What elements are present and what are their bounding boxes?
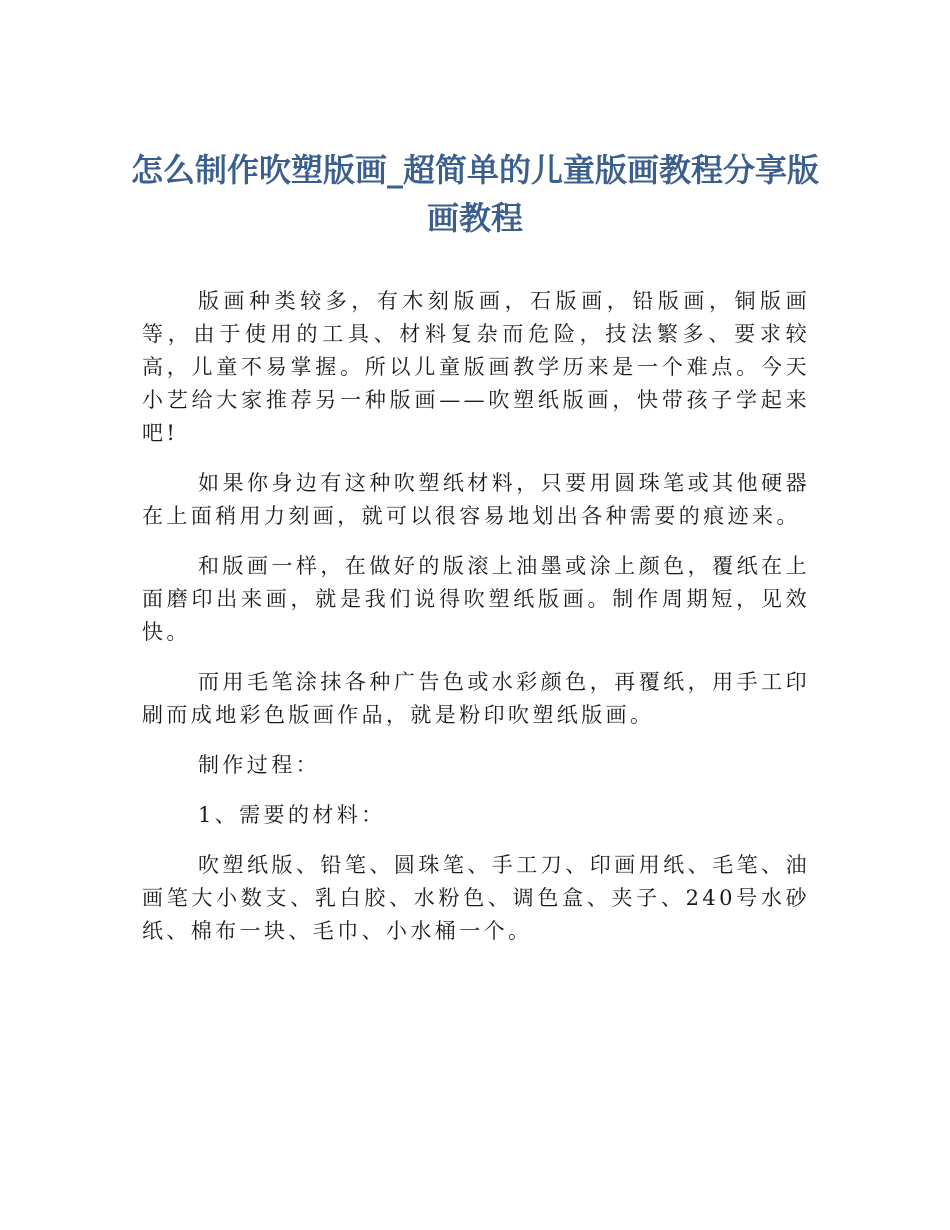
- document-body: [142, 285, 810, 965]
- paragraph-materials-heading: 1、需要的材料：: [198, 803, 386, 827]
- paragraph-process-heading: 制作过程：: [198, 753, 320, 777]
- document-title: 怎么制作吹塑版画_超简单的儿童版画教程分享版画教程: [130, 151, 819, 237]
- paragraph-intro: 版画种类较多，有木刻版画，石版画，铅版画，铜版画等，由于使用的工具、材料复杂而危险，技法繁多、要求较高，儿童不易掌握。所以儿童版画教学历来是一个难点。今天小艺给大家推荐另一种版画——吹塑纸版画，快带孩子学起来吧!: [142, 289, 810, 445]
- paragraph-printing: 和版画一样，在做好的版滚上油墨或涂上颜色，覆纸在上面磨印出来画，就是我们说得吹塑纸版画。制作周期短，见效快。: [142, 554, 810, 644]
- paragraph-materials-list: 吹塑纸版、铅笔、圆珠笔、手工刀、印画用纸、毛笔、油画笔大小数支、乳白胶、水粉色、调色盒、夹子、240号水砂纸、棉布一块、毛巾、小水桶一个。: [142, 853, 810, 943]
- paragraph-color-printing: 而用毛笔涂抹各种广告色或水彩颜色，再覆纸，用手工印刷而成地彩色版画作品，就是粉印吹塑纸版画。: [142, 670, 810, 727]
- paragraph-material: 如果你身边有这种吹塑纸材料，只要用圆珠笔或其他硬器在上面稍用力刻画，就可以很容易地划出各种需要的痕迹来。: [142, 471, 810, 528]
